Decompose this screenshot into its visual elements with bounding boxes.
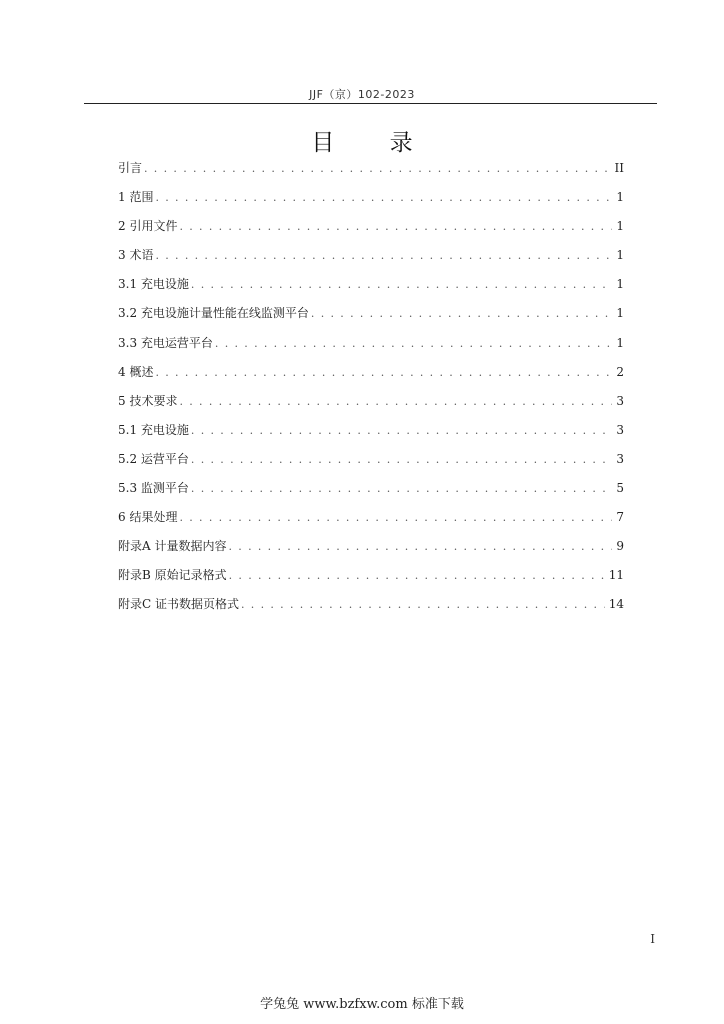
toc-entry-page: 3 (616, 393, 624, 408)
toc-entry-appendix-b[interactable] (118, 566, 624, 584)
toc-entry-page: 11 (608, 568, 624, 583)
toc-entry-label: 3 术语 (118, 248, 154, 263)
toc-entry-overview[interactable] (118, 363, 624, 381)
toc-entry-label: 3.3 充电运营平台 (118, 335, 213, 350)
toc-dot-leader (191, 276, 612, 294)
toc-entry-terms-3-1[interactable] (118, 275, 624, 293)
toc-entry-page: 1 (616, 335, 624, 350)
toc-entry-scope[interactable] (118, 188, 624, 206)
header-divider (84, 103, 657, 104)
toc-dot-leader (144, 160, 611, 178)
toc-dot-leader (191, 422, 612, 440)
toc-title: 目 录 (311, 130, 437, 156)
toc-entry-result-processing[interactable] (118, 508, 624, 526)
toc-dot-leader (155, 247, 612, 265)
toc-dot-leader (241, 596, 605, 614)
toc-entry-label: 附录B 原始记录格式 (118, 568, 227, 583)
toc-entry-terms-3-3[interactable] (118, 334, 624, 352)
toc-dot-leader (179, 218, 612, 236)
toc-entry-page: 1 (616, 248, 624, 263)
toc-dot-leader (191, 480, 612, 498)
footer-watermark: 学兔兔 www.bzfxw.com 标准下载 (260, 997, 464, 1012)
toc-entry-label: 引言 (118, 161, 143, 175)
toc-entry-requirements-5-3[interactable] (118, 479, 624, 497)
toc-entry-requirements-5-1[interactable] (118, 421, 624, 439)
toc-entry-label: 5.1 充电设施 (118, 422, 189, 437)
toc-entry-label: 附录C 证书数据页格式 (118, 597, 239, 612)
toc-dot-leader (155, 364, 612, 382)
toc-entry-label: 4 概述 (118, 364, 154, 379)
toc-entry-page: 3 (616, 451, 624, 466)
toc-dot-leader (229, 567, 605, 585)
toc-entry-label: 2 引用文件 (118, 219, 178, 234)
toc-dot-leader (215, 335, 612, 353)
toc-entry-page: 1 (616, 277, 624, 292)
toc-entry-page: 14 (608, 597, 624, 612)
standard-code-header: JJF（京）102-2023 (309, 88, 415, 101)
toc-dot-leader (311, 305, 612, 323)
toc-dot-leader (228, 538, 612, 556)
toc-entry-page: II (614, 161, 624, 175)
toc-entry-page: 9 (616, 539, 624, 554)
toc-entry-foreword[interactable] (118, 159, 624, 177)
toc-entry-page: 1 (616, 306, 624, 321)
toc-entry-label: 3.2 充电设施计量性能在线监测平台 (118, 306, 309, 321)
toc-entry-label: 附录A 计量数据内容 (118, 539, 227, 554)
toc-entry-appendix-c[interactable] (118, 595, 624, 613)
toc-entry-label: 5.2 运营平台 (118, 451, 189, 466)
toc-entry-label: 1 范围 (118, 190, 154, 205)
toc-entry-page: 5 (616, 481, 624, 496)
page-number: I (650, 932, 655, 946)
toc-entry-label: 5 技术要求 (118, 393, 178, 408)
toc-entry-label: 6 结果处理 (118, 510, 178, 525)
toc-entry-page: 1 (616, 219, 624, 234)
toc-entry-page: 1 (616, 190, 624, 205)
toc-dot-leader (191, 451, 612, 469)
toc-entry-page: 2 (616, 364, 624, 379)
toc-dot-leader (179, 509, 612, 527)
toc-dot-leader (179, 393, 612, 411)
toc-entry-terms-3-2[interactable] (118, 304, 624, 322)
toc-entry-requirements-5-2[interactable] (118, 450, 624, 468)
toc-entry-label: 3.1 充电设施 (118, 277, 189, 292)
toc-entry-label: 5.3 监测平台 (118, 481, 189, 496)
toc-entry-appendix-a[interactable] (118, 537, 624, 555)
toc-entry-page: 3 (616, 422, 624, 437)
toc-entry-terms[interactable] (118, 246, 624, 264)
toc-dot-leader (155, 189, 612, 207)
toc-entry-technical-requirements[interactable] (118, 392, 624, 410)
toc-entry-page: 7 (616, 510, 624, 525)
toc-entry-references[interactable] (118, 217, 624, 235)
table-of-contents (118, 159, 624, 625)
